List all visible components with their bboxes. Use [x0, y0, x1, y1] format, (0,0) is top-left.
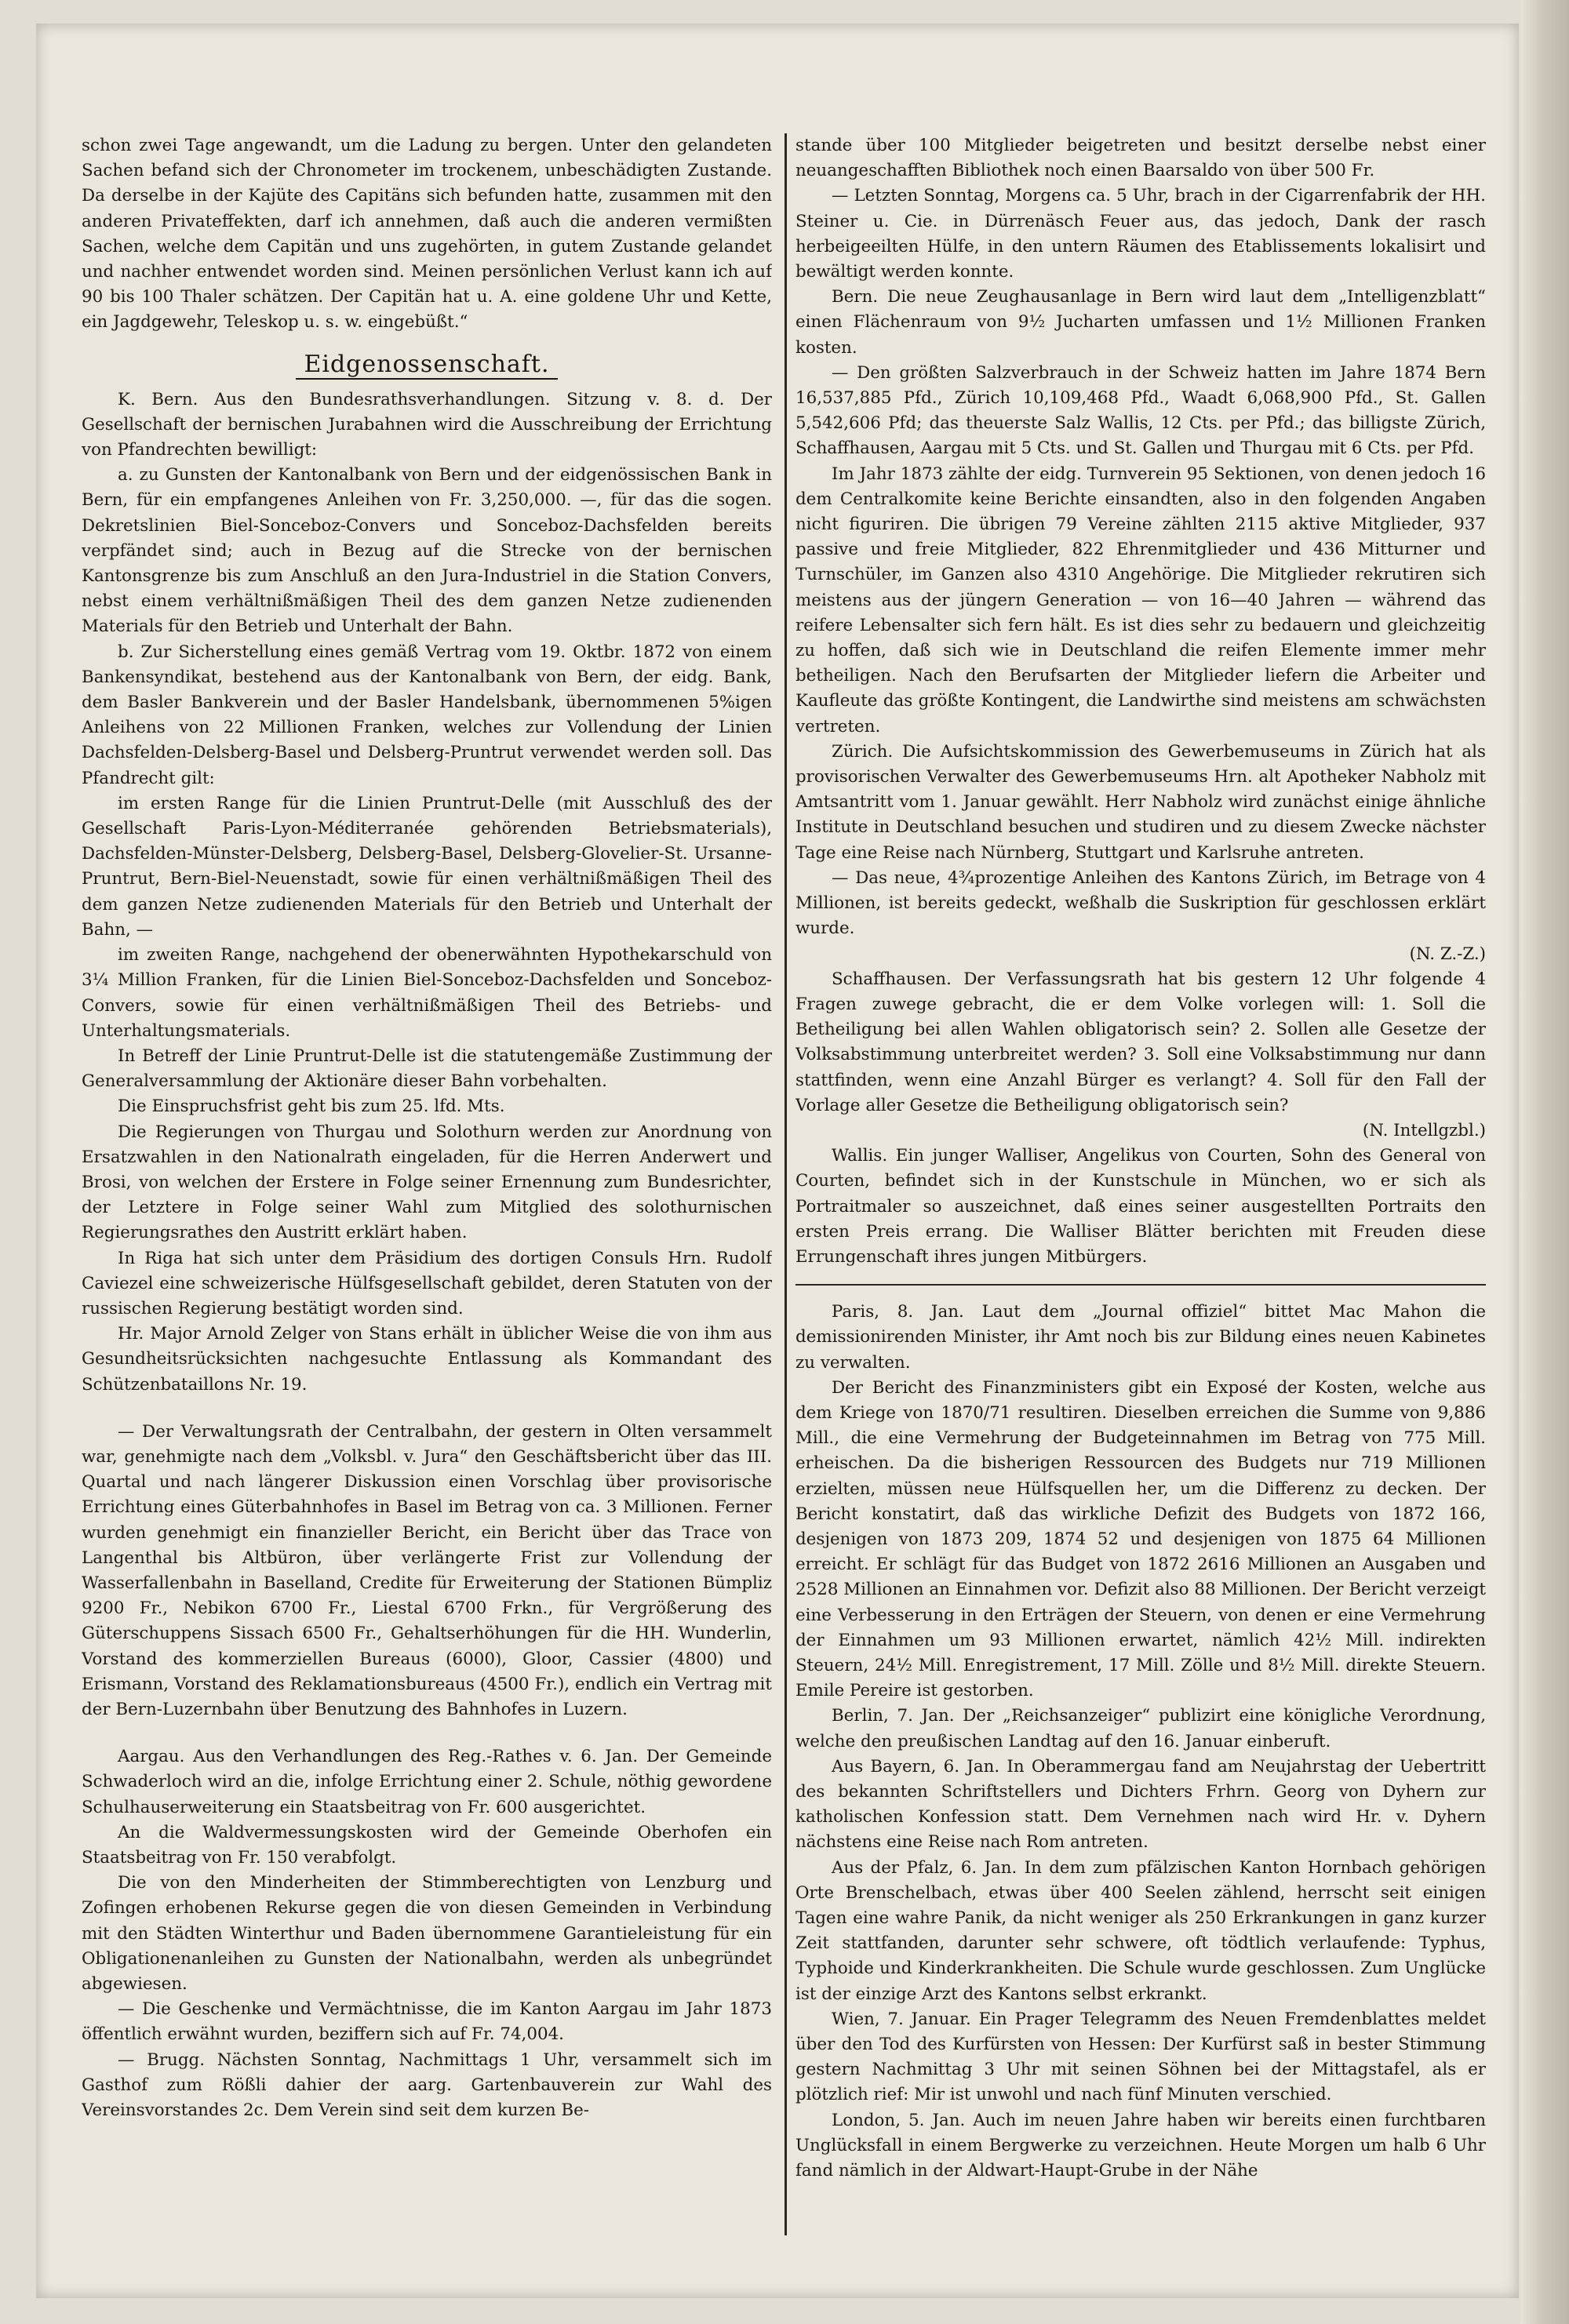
- section-heading: [82, 347, 772, 383]
- paragraph: — Der Verwaltungsrath der Centralbahn, der gestern in Olten versammelt war, genehmigte nach dem „Volksbl. v. Jura“ den Geschäftsbericht über das III. Quartal und nach längerer Diskussion einen Vorschlag über provisorische Errichtung eines Güterbahnhofes in Basel im Betrag von ca. 3 Millionen. Ferner wurden genehmigt ein finanzieller Bericht, ein Bericht über das Trace von Langenthal bis Altbüron, über verlängerte Frist zur Vollendung der Wasserfallenbahn in Baselland, Credite für Erweiterung der Stationen Bümpliz 9200 Fr., Nebikon 6700 Fr., Liestal 6700 Frkn., für Vergrößerung des Güterschuppens Sissach 6500 Fr., Gehaltserhöhungen für die HH. Wunderlin, Vorstand des kommerziellen Bureaus (6000), Gloor, Cassier (4800) und Erismann, Vorstand des Reklamationsbureaus (4500 Fr.), endlich ein Vertrag mit der Bern-Luzernbahn über Benutzung des Bahnhofes in Luzern.: [82, 1421, 772, 1719]
- paragraph: Aargau. Aus den Verhandlungen des Reg.-Rathes v. 6. Jan. Der Gemeinde Schwaderloch wird an die, infolge Errichtung einer 2. Schule, nöthig gewordene Schulhauserweiterung ein Staatsbeitrag von Fr. 600 ausgerichtet.: [82, 1747, 772, 1817]
- paragraph: Die Regierungen von Thurgau und Solothurn werden zur Anordnung von Ersatzwahlen in den Nationalrath eingeladen, für die Herren Anderwert und Brosi, von welchen der Erstere in Folge seiner Ernennung zum Bundesrichter, der Letztere in Folge seiner Wahl zum Mitglied des solothurnischen Regierungsrathes den Austritt erklärt haben.: [82, 1122, 772, 1243]
- paragraph: Aus der Pfalz, 6. Jan. In dem zum pfälzischen Kanton Hornbach gehörigen Orte Brenschelbach, etwas über 400 Seelen zählend, herrscht seit einigen Tagen eine wahre Panik, da nicht weniger als 250 Erkrankungen in ganz kurzer Zeit stattfanden, darunter sehr schwere, oft tödtlich verlaufende: Typhus, Typhoide und Kinderkrankheiten. Die Schule wurde geschlossen. Zum Unglücke ist der einzige Arzt des Kantons selbst erkrankt.: [795, 1857, 1486, 2004]
- paragraph: Schaffhausen. Der Verfassungsrath hat bis gestern 12 Uhr folgende 4 Fragen zuwege gebracht, die er dem Volke vorlegen will: 1. Soll die Betheiligung bei allen Wahlen obligatorisch sein? 2. Sollen alle Gesetze der Volksabstimmung unterbreitet werden? 3. Soll eine Volksabstimmung nur dann stattfinden, wenn eine Anzahl Bürger es verlangt? 4. Soll für den Fall der Vorlage aller Gesetze die Betheiligung obligatorisch sein?: [795, 969, 1486, 1115]
- paragraph: Hr. Major Arnold Zelger von Stans erhält in üblicher Weise die von ihm aus Gesundheitsrücksichten nachgesuchte Entlassung als Kommandant des Schützenbataillons Nr. 19.: [82, 1324, 772, 1395]
- spacer: [82, 1398, 772, 1420]
- paragraph: In Betreff der Linie Pruntrut-Delle ist die statutengemäße Zustimmung der Generalversammlung der Aktionäre dieser Bahn vorbehalten.: [82, 1046, 772, 1092]
- page-edge-shadow: [1520, 0, 1569, 2324]
- left-column: [82, 133, 772, 2235]
- paragraph: — Den größten Salzverbrauch in der Schweiz hatten im Jahre 1874 Bern 16,537,885 Pfd., Zürich 10,109,468 Pfd., Waadt 6,068,900 Pfd., St. Gallen 5,542,606 Pfd; das theuerste Salz Wallis, 12 Cts. per Pfd.; das billigste Zürich, Schaffhausen, Aargau mit 5 Cts. und St. Gallen und Thurgau mit 6 Cts. per Pfd.: [795, 362, 1486, 459]
- paragraph: im zweiten Range, nachgehend der obenerwähnten Hypothekarschuld von 3¼ Million Franken, für die Linien Biel-Sonceboz-Dachsfelden und Sonceboz-Convers, sowie für einen verhältnißmäßigen Theil des Betriebs- und Unterhaltungsmaterials.: [82, 945, 772, 1041]
- paragraph: im ersten Range für die Linien Pruntrut-Delle (mit Ausschluß des der Gesellschaft Paris-Lyon-Méditerranée gehörenden Betriebsmaterials), Dachsfelden-Münster-Delsberg, Delsberg-Basel, Delsberg-Glovelier-St. Ursanne-Pruntrut, Bern-Biel-Neuenstadt, sowie für einen verhältnißmäßigen Theil des dem ganzen Netze zudienenden Materials für den Betrieb und Unterhalt der Bahn, —: [82, 793, 772, 940]
- source-note: (N. Intellgzbl.): [1362, 1120, 1486, 1140]
- paragraph: Der Bericht des Finanzministers gibt ein Exposé der Kosten, welche aus dem Kriege von 1870/71 resultiren. Dieselben erreichen die Summe von 9,886 Mill., die eine Vermehrung der Budgeteinnahmen im Betrag von 775 Mill. erheischen. Da die bisherigen Ressourcen des Budgets nur 719 Millionen erzielten, müssen neue Hülfsquellen her, um die Differenz zu decken. Der Bericht konstatirt, daß das wirkliche Defizit des Budgets von 1872 166, desjenigen von 1873 209, 1874 52 und desjenigen von 1875 64 Millionen erreicht. Er schlägt für das Budget von 1872 2616 Millionen an Ausgaben und 2528 Millionen an Einnahmen vor. Defizit also 88 Millionen. Der Bericht verzeigt eine Verbesserung in den Erträgen der Steuern, von denen er eine Vermehrung der Einnahmen um 93 Millionen erwartet, nämlich 42½ Mill. indirekten Steuern, 24½ Mill. Enregistrement, 17 Mill. Zölle und 8½ Mill. direkte Steuern. Emile Pereire ist gestorben.: [795, 1377, 1486, 1701]
- paragraph: a. zu Gunsten der Kantonalbank von Bern und der eidgenössischen Bank in Bern, für ein empfangenes Anleihen von Fr. 3,250,000. —, für das die sogen. Dekretslinien Biel-Sonceboz-Convers und Sonceboz-Dachsfelden bereits verpfändet sind; auch in Bezug auf die Strecke von der bernischen Kantonsgrenze bis zum Anschluß an den Jura-Industriel in die Station Convers, nebst einem verhältnißmäßigen Theil des dem ganzen Netze zudienenden Materials für den Betrieb und Unterhalt der Bahn.: [82, 465, 772, 637]
- paragraph: K. Bern. Aus den Bundesrathsverhandlungen. Sitzung v. 8. d. Der Gesellschaft der bernischen Jurabahnen wird die Ausschreibung der Errichtung von Pfandrechten bewilligt:: [82, 389, 772, 460]
- paragraph: — Brugg. Nächsten Sonntag, Nachmittags 1 Uhr, versammelt sich im Gasthof zum Rößli dahier der aarg. Gartenbauverein zur Wahl des Vereinsvorstandes 2c. Dem Verein sind seit dem kurzen Be-: [82, 2049, 772, 2121]
- section-heading-text: Eidgenossenschaft.: [296, 351, 557, 380]
- paragraph: Wallis. Ein junger Walliser, Angelikus von Courten, Sohn des General von Courten, befindet sich in der Kunstschule in München, wo er sich als Portraitmaler so auszeichnet, daß eines seiner ausgestellten Portraits den ersten Preis errang. Die Walliser Blätter berichten mit Freuden diese Errungenschaft ihres jungen Mitbürgers.: [795, 1146, 1486, 1267]
- paragraph: Bern. Die neue Zeughausanlage in Bern wird laut dem „Intelligenzblatt“ einen Flächenraum von 9½ Jucharten umfassen und 1½ Millionen Franken kosten.: [795, 287, 1486, 358]
- paragraph: Aus Bayern, 6. Jan. In Oberammergau fand am Neujahrstag der Uebertritt des bekannten Schriftstellers und Dichters Frhrn. Georg von Dyhern zur katholischen Konfession statt. Dem Vernehmen nach wird Hr. v. Dyhern nächstens eine Reise nach Rom antreten.: [795, 1756, 1486, 1853]
- paragraph: — Letzten Sonntag, Morgens ca. 5 Uhr, brach in der Cigarrenfabrik der HH. Steiner u. Cie. in Dürrenäsch Feuer aus, das jedoch, Dank der rasch herbeigeeilten Hülfe, in den untern Räumen des Etablissements lokalisirt und bewältigt werden konnte.: [795, 186, 1486, 282]
- paragraph: — Die Geschenke und Vermächtnisse, die im Kanton Aargau im Jahr 1873 öffentlich erwähnt wurden, beziffern sich auf Fr. 74,004.: [82, 1999, 772, 2045]
- paragraph: b. Zur Sicherstellung eines gemäß Vertrag vom 19. Oktbr. 1872 von einem Bankensyndikat, bestehend aus der Kantonalbank von Bern, der eidg. Bank, dem Basler Bankverein und der Basler Handelsbank, übernommenen 5%igen Anleihens von 22 Millionen Franken, welches zur Vollendung der Linien Dachsfelden-Delsberg-Basel und Delsberg-Pruntrut verwendet werden soll. Das Pfandrecht gilt:: [82, 642, 772, 788]
- section-rule: [795, 1284, 1486, 1286]
- paragraph: — Das neue, 4¾prozentige Anleihen des Kantons Zürich, im Betrage von 4 Millionen, ist bereits gedeckt, weßhalb die Suskription für geschlossen erklärt wurde.: [795, 867, 1486, 939]
- paragraph: In Riga hat sich unter dem Präsidium des dortigen Consuls Hrn. Rudolf Caviezel eine schweizerische Hülfsgesellschaft gebildet, deren Statuten von der russischen Regierung bestätigt worden sind.: [82, 1248, 772, 1318]
- paragraph: stande über 100 Mitglieder beigetreten und besitzt derselbe nebst einer neuangeschafften Bibliothek noch einen Baarsaldo von über 500 Fr.: [795, 136, 1486, 181]
- column-divider: [784, 133, 787, 2235]
- paragraph: Wien, 7. Januar. Ein Prager Telegramm des Neuen Fremdenblattes meldet über den Tod des Kurfürsten von Hessen: Der Kurfürst saß in bester Stimmung gestern Nachmittag 3 Uhr mit seinen Söhnen bei der Mittagstafel, als er plötzlich rief: Mir ist unwohl und nach fünf Minuten verschied.: [795, 2009, 1486, 2105]
- source-note: (N. Z.-Z.): [1409, 944, 1486, 964]
- right-column: [795, 133, 1486, 2235]
- spacer: [82, 1722, 772, 1744]
- paragraph: Zürich. Die Aufsichtskommission des Gewerbemuseums in Zürich hat als provisorischen Verwalter des Gewerbemuseums Hrn. alt Apotheker Nabholz mit Amtsantritt vom 1. Januar gewählt. Herr Nabholz wird zunächst einige ähnliche Institute in Deutschland besuchen und studiren und zu diesem Zwecke nächster Tage eine Reise nach Nürnberg, Stuttgart und Karlsruhe antreten.: [795, 741, 1486, 863]
- paragraph: Paris, 8. Jan. Laut dem „Journal offiziel“ bittet Mac Mahon die demissionirenden Minister, ihr Amt noch bis zur Bildung eines neuen Kabinetes zu verwalten.: [795, 1302, 1486, 1373]
- paragraph: schon zwei Tage angewandt, um die Ladung zu bergen. Unter den gelandeten Sachen befand sich der Chronometer im trockenem, unbeschädigten Zustande. Da derselbe in der Kajüte des Capitäns sich befunden hatte, zusammen mit den anderen Privateffekten, darf ich annehmen, daß auch die anderen vermißten Sachen, welche dem Capitän und uns zugehörten, in gutem Zustande gelandet und nachher entwendet worden sind. Meinen persönlichen Verlust kann ich auf 90 bis 100 Thaler schätzen. Der Capitän hat u. A. eine goldene Uhr und Kette, ein Jagdgewehr, Teleskop u. s. w. eingebüßt.“: [82, 136, 772, 333]
- paragraph: Die von den Minderheiten der Stimmberechtigten von Lenzburg und Zofingen erhobenen Rekurse gegen die von diesen Gemeinden in Verbindung mit den Städten Winterthur und Baden übernommene Garantieleistung für ein Obligationenanleihen zu Gunsten der Nationalbahn, werden als unbegründet abgewiesen.: [82, 1873, 772, 1995]
- paragraph: Die Einspruchsfrist geht bis zum 25. lfd. Mts.: [118, 1097, 505, 1117]
- newspaper-page: [36, 24, 1519, 2298]
- paragraph: London, 5. Jan. Auch im neuen Jahre haben wir bereits einen furchtbaren Unglücksfall in einem Bergwerke zu verzeichnen. Heute Morgen um halb 6 Uhr fand nämlich in der Aldwart-Haupt-Grube in der Nähe: [795, 2110, 1486, 2181]
- paragraph: An die Waldvermessungskosten wird der Gemeinde Oberhofen ein Staatsbeitrag von Fr. 150 verabfolgt.: [82, 1822, 772, 1868]
- paragraph: Berlin, 7. Jan. Der „Reichsanzeiger“ publizirt eine königliche Verordnung, welche den preußischen Landtag auf den 16. Januar einberuft.: [795, 1706, 1486, 1751]
- paragraph: Im Jahr 1873 zählte der eidg. Turnverein 95 Sektionen, von denen jedoch 16 dem Centralkomite keine Berichte einsandten, also in den folgenden Angaben nicht figuriren. Die übrigen 79 Vereine zählten 2115 aktive Mitglieder, 937 passive und freie Mitglieder, 822 Ehrenmitglieder und 436 Mitturner und Turnschüler, im Ganzen also 4310 Angehörige. Die Mitglieder rekrutiren sich meistens aus der jüngern Generation — von 16—40 Jahren — während das reifere Lebensalter sich fern hält. Es ist dies sehr zu bedauern und gleichzeitig zu hoffen, daß sich wie in Deutschland die reifen Elemente immer mehr betheiligen. Nach den Berufsarten der Mitglieder liefern die Arbeiter und Kaufleute das größte Kontingent, die Landwirthe sind meistens am schwächsten vertreten.: [795, 464, 1486, 736]
